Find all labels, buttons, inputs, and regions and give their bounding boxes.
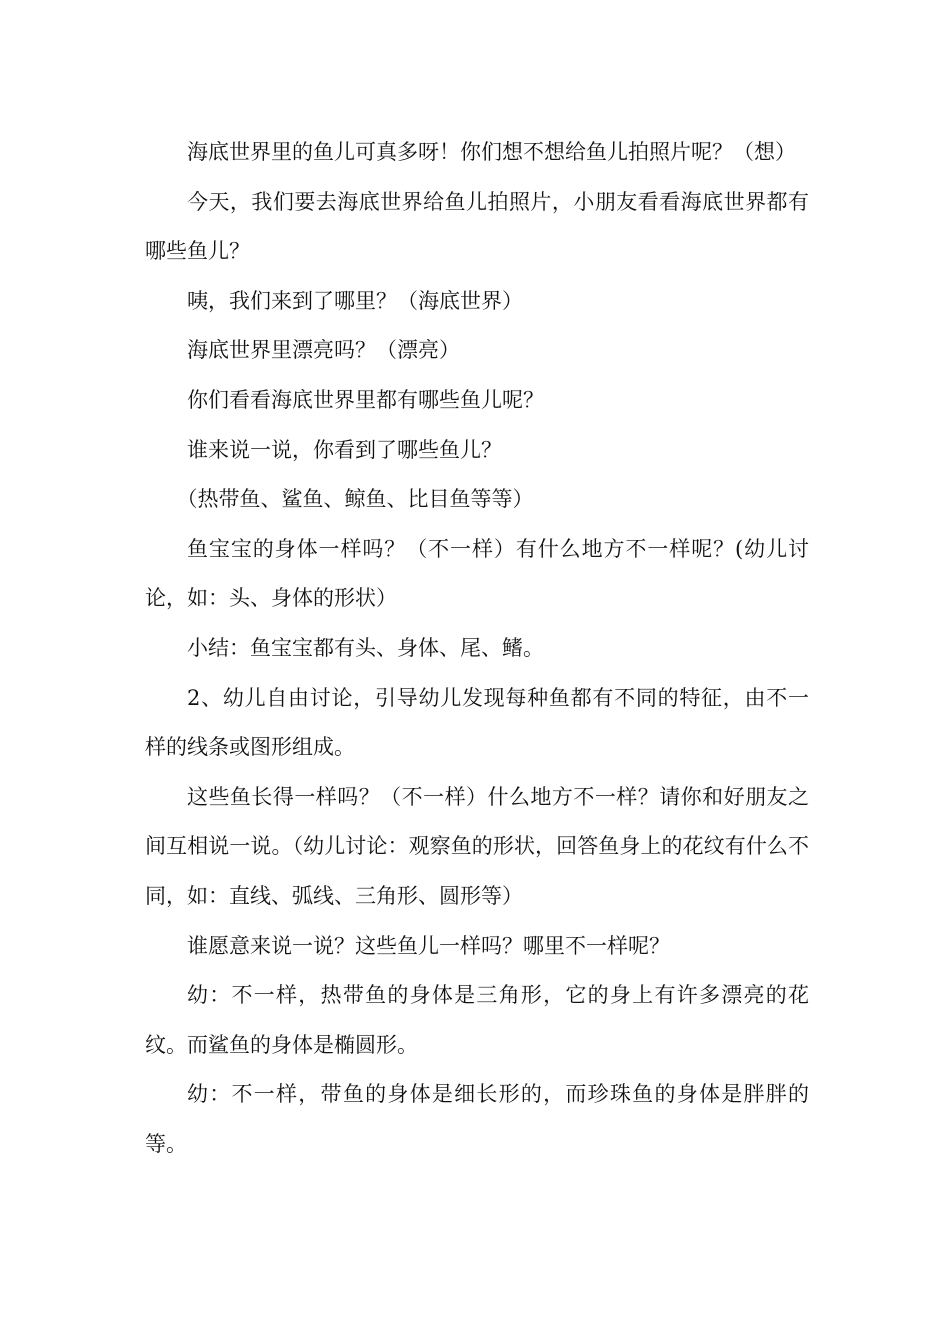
paragraph: 你们看看海底世界里都有哪些鱼儿呢？ [187, 387, 544, 412]
paragraph: 谁来说一说，你看到了哪些鱼儿？ [187, 437, 502, 462]
paragraph: 咦，我们来到了哪里？（海底世界） [187, 288, 523, 313]
paragraph: 谁愿意来说一说？这些鱼儿一样吗？哪里不一样呢？ [187, 933, 670, 958]
document-body [145, 128, 809, 1169]
paragraph: 幼：不一样，热带鱼的身体是三角形，它的身上有许多漂亮的花纹。而鲨鱼的身体是椭圆形。 [145, 983, 809, 1057]
paragraph: （热带鱼、鲨鱼、鲸鱼、比目鱼等等） [176, 487, 534, 512]
paragraph: 2、幼儿自由讨论，引导幼儿发现每种鱼都有不同的特征，由不一样的线条或图形组成。 [145, 685, 809, 760]
paragraph: 海底世界里漂亮吗？（漂亮） [187, 338, 460, 363]
paragraph: 这些鱼长得一样吗？（不一样）什么地方不一样？请你和好朋友之间互相说一说。（幼儿讨论：观察鱼的形状，回答鱼身上的花纹有什么不同，如：直线、弧线、三角形、圆形等） [145, 784, 809, 908]
paragraph: 幼：不一样，带鱼的身体是细长形的，而珍珠鱼的身体是胖胖的等。 [145, 1082, 809, 1156]
paragraph: 海底世界里的鱼儿可真多呀！你们想不想给鱼儿拍照片呢？（想） [187, 140, 796, 164]
paragraph: 鱼宝宝的身体一样吗？（不一样）有什么地方不一样呢？(幼儿讨论，如：头、身体的形状） [145, 536, 809, 611]
paragraph: 小结：鱼宝宝都有头、身体、尾、鳍。 [187, 635, 544, 660]
paragraph: 今天，我们要去海底世界给鱼儿拍照片，小朋友看看海底世界都有哪些鱼儿？ [145, 189, 809, 264]
